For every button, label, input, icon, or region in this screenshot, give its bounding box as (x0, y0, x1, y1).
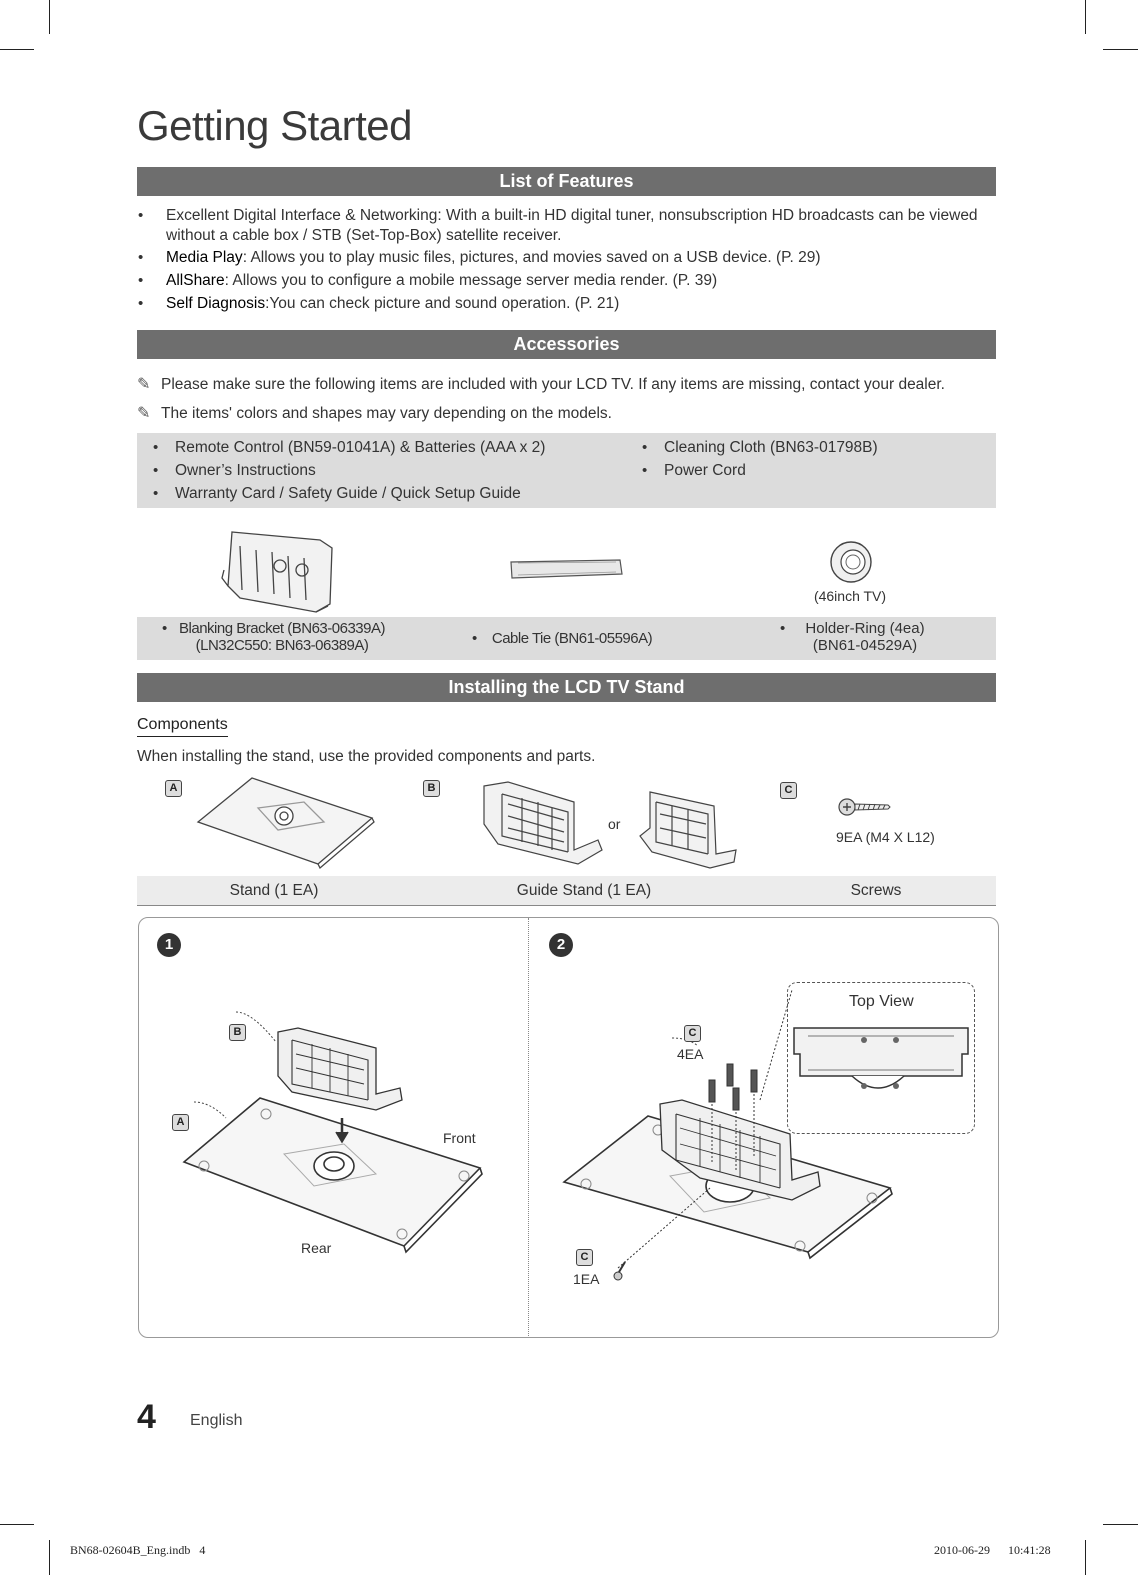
front-label: Front (443, 1130, 476, 1146)
component-badge: C (780, 782, 797, 799)
cable-tie-illustration (508, 558, 624, 582)
crop-mark (49, 1540, 50, 1575)
accessory-item: • Remote Control (BN59-01041A) & Batteries (AAA x 2) (153, 439, 546, 456)
crop-mark (1103, 1524, 1138, 1525)
rear-label: Rear (301, 1240, 332, 1256)
language-label: English (190, 1412, 243, 1429)
accessory-item: • Cleaning Cloth (BN63-01798B) (642, 439, 878, 456)
crop-mark (49, 0, 50, 34)
part-caption: • Holder-Ring (4ea) (BN61-04529A) (780, 620, 925, 654)
part-caption: • Cable Tie (BN61-05596A) (472, 630, 653, 647)
step-number: 2 (549, 933, 573, 957)
steps-divider (528, 918, 529, 1336)
or-text: or (608, 816, 621, 832)
quantity-label: 4EA (677, 1046, 704, 1062)
guide-stand-illustration (478, 780, 604, 866)
feature-item: • Excellent Digital Interface & Networking: With a built-in HD digital tuner, nonsubscription HD broadcasts can be viewed without a cable box / STB (Set-Top-Box) satellite receiver. (138, 207, 978, 244)
component-badge: A (172, 1114, 189, 1131)
crop-mark (0, 49, 34, 50)
screw-illustration (838, 796, 892, 818)
page-number: 4 (137, 1398, 156, 1436)
pencil-note-icon: ✎ (137, 376, 151, 393)
screw-icon (608, 1260, 628, 1282)
guide-stand-alt-illustration (636, 788, 740, 868)
component-caption: Screws (850, 882, 902, 899)
feature-item: • Self Diagnosis:You can check picture and sound operation. (P. 21) (138, 295, 620, 312)
crop-mark (1085, 0, 1086, 34)
stand-illustration (196, 776, 376, 868)
note: ✎ The items' colors and shapes may vary depending on the models. (137, 405, 612, 422)
component-caption: Stand (1 EA) (229, 882, 319, 899)
features-heading: List of Features (137, 167, 996, 196)
page-title: Getting Started (137, 102, 412, 149)
accessory-item: • Power Cord (642, 462, 746, 479)
holder-ring-illustration (827, 538, 875, 586)
component-badge: C (576, 1249, 593, 1266)
accessory-item: • Owner’s Instructions (153, 462, 316, 479)
component-badge: A (165, 780, 182, 797)
component-caption: Guide Stand (1 EA) (516, 882, 652, 899)
install-intro: When installing the stand, use the provided components and parts. (137, 748, 596, 765)
component-badge: C (684, 1025, 701, 1042)
step-number: 1 (157, 933, 181, 957)
screw-quantity: 9EA (M4 X L12) (836, 829, 935, 845)
crop-mark (1103, 49, 1138, 50)
quantity-label: 1EA (573, 1271, 600, 1287)
feature-item: • Media Play: Allows you to play music files, pictures, and movies saved on a USB device. (P. 29) (138, 249, 821, 266)
crop-mark (0, 1524, 34, 1525)
note: ✎ Please make sure the following items are included with your LCD TV. If any items are missing, contact your dealer. (137, 376, 945, 393)
accessories-heading: Accessories (137, 330, 996, 359)
component-badge: B (423, 780, 440, 797)
part-caption: • Blanking Bracket (BN63-06339A) (LN32C550: BN63-06389A) (162, 620, 385, 654)
pencil-note-icon: ✎ (137, 405, 151, 422)
blanking-bracket-illustration (220, 526, 340, 612)
components-heading: Components (137, 716, 228, 737)
install-heading: Installing the LCD TV Stand (137, 673, 996, 702)
top-view-illustration (792, 1024, 970, 1098)
footer-date: 2010-06-29 10:41:28 (934, 1543, 1051, 1557)
crop-mark (1085, 1540, 1086, 1575)
holder-ring-note: (46inch TV) (813, 588, 887, 604)
feature-item: • AllShare: Allows you to configure a mobile message server media render. (P. 39) (138, 272, 718, 289)
accessory-item: • Warranty Card / Safety Guide / Quick Setup Guide (153, 485, 521, 502)
top-view-label: Top View (849, 993, 914, 1010)
component-badge: B (229, 1024, 246, 1041)
footer-file: BN68-02604B_Eng.indb 4 (70, 1543, 206, 1557)
